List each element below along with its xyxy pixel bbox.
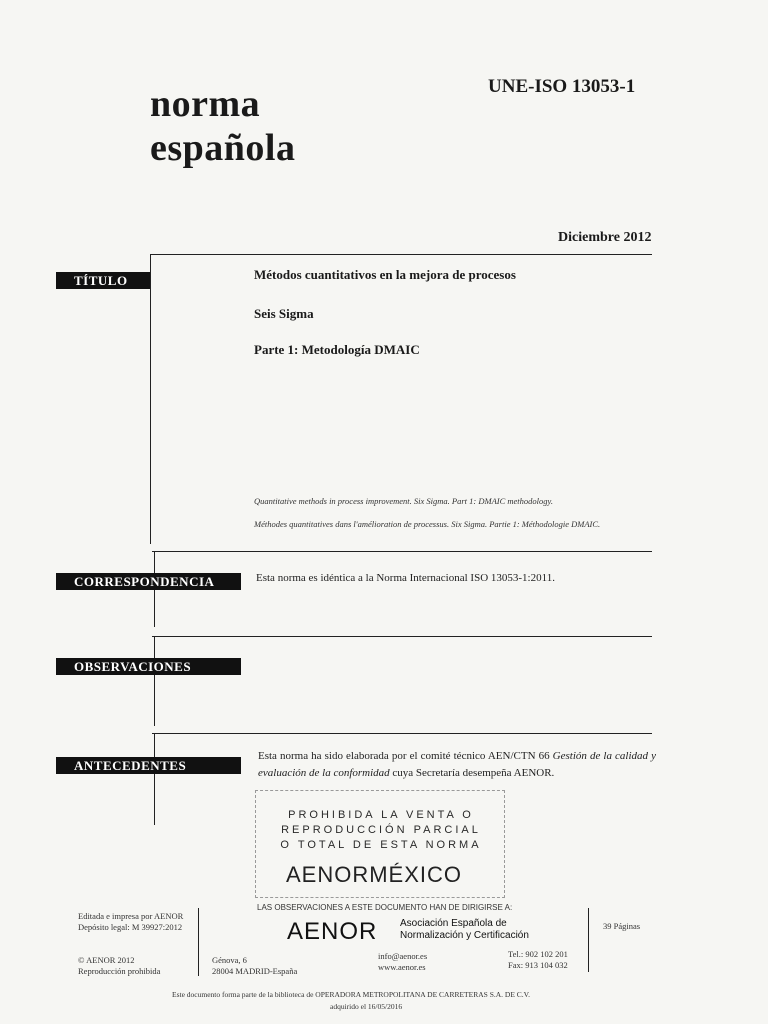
footer-fax: Fax: 913 104 032 xyxy=(508,960,568,970)
aenor-name-line-1: Asociación Española de xyxy=(400,918,507,929)
aenor-mexico-logo: AENORMÉXICO xyxy=(286,862,463,887)
antecedentes-text-b: cuya Secretaría desempeña AENOR. xyxy=(389,767,555,779)
stamp-line-3: O TOTAL DE ESTA NORMA xyxy=(280,839,482,851)
prohibition-stamp xyxy=(255,790,505,898)
footer-address-2: 28004 MADRID-España xyxy=(212,966,298,976)
section-rule-titulo xyxy=(150,254,151,544)
correspondencia-text: Esta norma es idéntica a la Norma Internacional ISO 13053-1:2011. xyxy=(256,572,555,584)
section-rule-antecedentes xyxy=(154,733,155,825)
footer-copyright: © AENOR 2012 xyxy=(78,955,135,965)
standard-code: UNE-ISO 13053-1 xyxy=(488,76,636,97)
footer-library-note: Este documento forma parte de la biblioteca de OPERADORA METROPOLITANA DE CARRETERAS S.A. DE C.V. xyxy=(172,990,530,999)
footer-email: info@aenor.es xyxy=(378,951,428,961)
footer-divider-2 xyxy=(588,908,589,972)
footer-acquired: adquirido el 16/05/2016 xyxy=(330,1002,403,1011)
footer-web: www.aenor.es xyxy=(378,962,426,972)
section-label-titulo: TÍTULO xyxy=(56,272,150,289)
section-divider-antecedentes xyxy=(152,733,652,734)
footer-reproduction: Reproducción prohibida xyxy=(78,966,161,976)
section-label-antecedentes: ANTECEDENTES xyxy=(56,757,241,774)
title-english: Quantitative methods in process improvement. Six Sigma. Part 1: DMAIC methodology. xyxy=(254,496,553,506)
title-french: Méthodes quantitatives dans l'amélioration de processus. Six Sigma. Partie 1: Méthodologie DMAIC. xyxy=(254,519,601,529)
section-label-observaciones: OBSERVACIONES xyxy=(56,658,241,675)
footer-tel: Tel.: 902 102 201 xyxy=(508,949,568,959)
title-espanola: española xyxy=(150,127,296,169)
title-part: Parte 1: Metodología DMAIC xyxy=(254,342,420,357)
antecedentes-text xyxy=(258,748,656,782)
footer-observations-note: LAS OBSERVACIONES A ESTE DOCUMENTO HAN DE DIRIGIRSE A: xyxy=(257,903,513,912)
footer-edited: Editada e impresa por AENOR xyxy=(78,911,184,921)
footer-divider-1 xyxy=(198,908,199,976)
title-norma: norma xyxy=(150,83,261,125)
section-divider-observaciones xyxy=(152,636,652,637)
footer-address-1: Génova, 6 xyxy=(212,955,247,965)
stamp-line-1: PROHIBIDA LA VENTA O xyxy=(288,809,474,821)
aenor-full-name xyxy=(400,918,529,942)
title-main: Métodos cuantitativos en la mejora de procesos xyxy=(254,267,516,282)
section-divider-correspondencia xyxy=(152,551,652,552)
antecedentes-text-a: Esta norma ha sido elaborada por el comité técnico AEN/CTN 66 xyxy=(258,750,553,762)
antecedentes-committee-name: Gestión de la calidad y evaluación de la conformidad xyxy=(258,750,656,779)
section-rule-observaciones xyxy=(154,636,155,726)
publication-date: Diciembre 2012 xyxy=(558,230,652,245)
aenor-name-line-2: Normalización y Certificación xyxy=(400,930,529,941)
stamp-line-2: REPRODUCCIÓN PARCIAL xyxy=(281,824,481,836)
footer-pages: 39 Páginas xyxy=(603,921,641,931)
section-divider-titulo xyxy=(150,254,652,255)
footer-deposito: Depósito legal: M 39927:2012 xyxy=(78,922,183,932)
aenor-logo: AENOR xyxy=(287,918,378,945)
title-subtitle: Seis Sigma xyxy=(254,306,314,321)
section-label-correspondencia: CORRESPONDENCIA xyxy=(56,573,241,590)
